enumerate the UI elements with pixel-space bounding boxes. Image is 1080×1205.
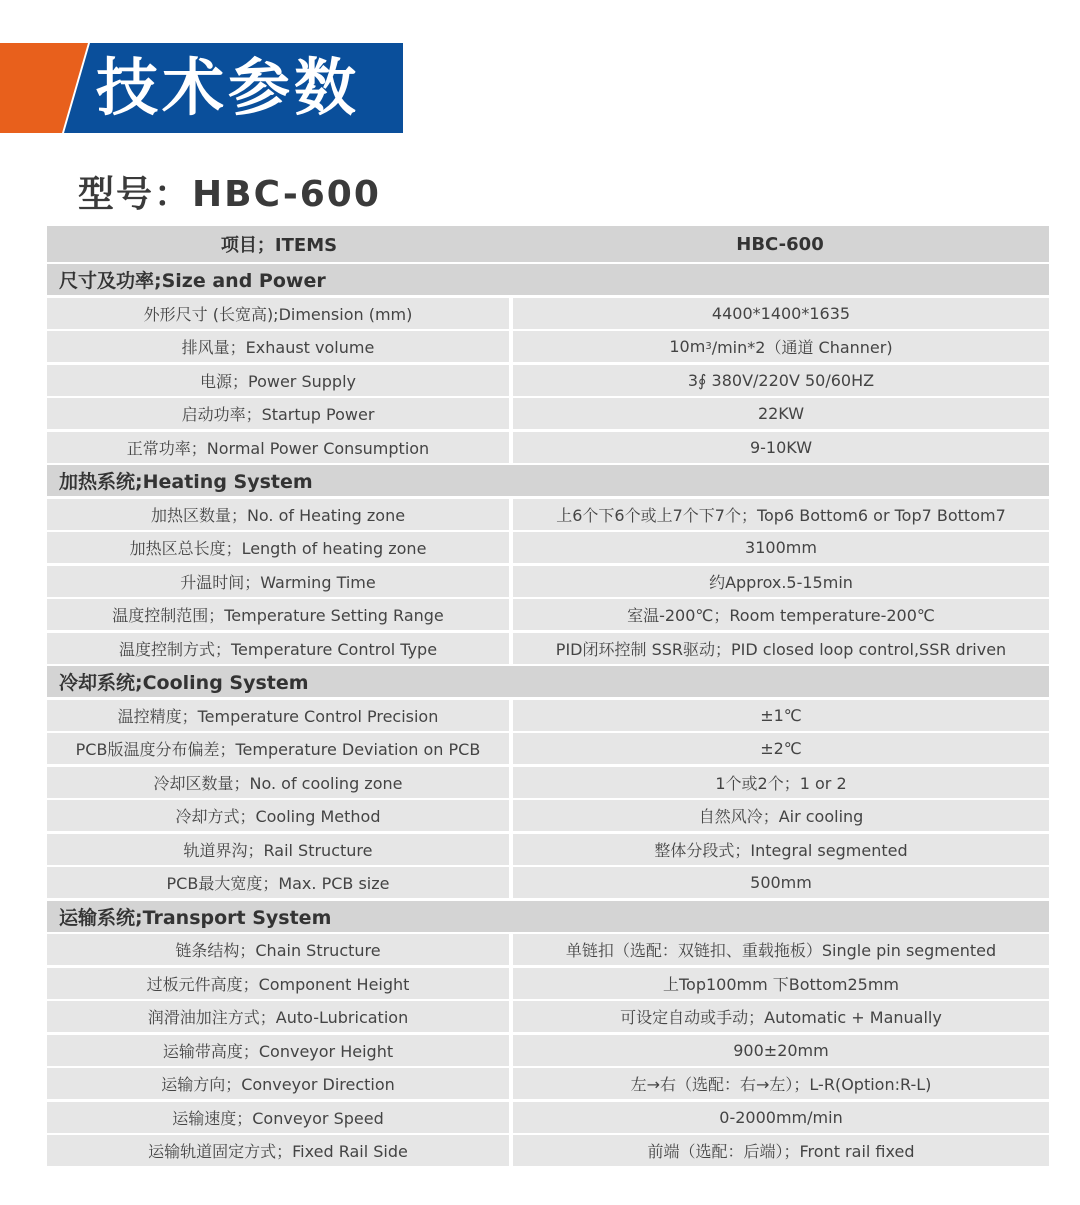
row-item: PCB最大宽度；Max. PCB size: [47, 867, 509, 898]
row-item: 正常功率；Normal Power Consumption: [47, 432, 509, 463]
spec-table: [47, 226, 1049, 1169]
row-value: 自然风冷；Air cooling: [513, 800, 1049, 831]
table-row: [47, 968, 1049, 999]
table-row: [47, 867, 1049, 898]
row-item: 温度控制方式；Temperature Control Type: [47, 633, 509, 664]
row-item: 润滑油加注方式；Auto-Lubrication: [47, 1001, 509, 1032]
row-value: 3∮ 380V/220V 50/60HZ: [513, 365, 1049, 396]
row-value: 上Top100mm 下Bottom25mm: [513, 968, 1049, 999]
row-value: 左→右（选配：右→左）；L-R(Option:R-L): [513, 1068, 1049, 1099]
header-model: HBC-600: [511, 226, 1049, 262]
table-row: [47, 331, 1049, 362]
row-value: 22KW: [513, 398, 1049, 429]
table-header: [47, 226, 1049, 262]
table-row: [47, 733, 1049, 764]
row-value: 0-2000mm/min: [513, 1102, 1049, 1133]
row-value: 500mm: [513, 867, 1049, 898]
table-row: [47, 398, 1049, 429]
table-row: [47, 934, 1049, 965]
table-row: [47, 1035, 1049, 1066]
table-row: [47, 800, 1049, 831]
section-transport-system: 运输系统;Transport System: [47, 901, 1049, 932]
model-title: 型号：HBC-600: [78, 174, 381, 215]
table-row: [47, 365, 1049, 396]
row-item: 电源；Power Supply: [47, 365, 509, 396]
row-item: 外形尺寸 (长宽高);Dimension (mm): [47, 298, 509, 329]
section-heating-system: 加热系统;Heating System: [47, 465, 1049, 496]
row-value: 900±20mm: [513, 1035, 1049, 1066]
value-pre: 10m: [669, 337, 706, 356]
table-row: [47, 566, 1049, 597]
row-value: 可设定自动或手动；Automatic + Manually: [513, 1001, 1049, 1032]
row-item: 运输带高度；Conveyor Height: [47, 1035, 509, 1066]
row-item: 过板元件高度；Component Height: [47, 968, 509, 999]
table-row: [47, 1068, 1049, 1099]
row-value: 4400*1400*1635: [513, 298, 1049, 329]
table-row: [47, 599, 1049, 630]
row-value: 9-10KW: [513, 432, 1049, 463]
row-item: 冷却区数量；No. of cooling zone: [47, 767, 509, 798]
banner-title: 技术参数: [96, 51, 361, 124]
row-item: 加热区总长度；Length of heating zone: [47, 532, 509, 563]
table-row: [47, 767, 1049, 798]
row-value: ±1℃: [513, 700, 1049, 731]
header-items: 项目；ITEMS: [47, 226, 511, 262]
table-row: [47, 633, 1049, 664]
row-value: 前端（选配：后端）；Front rail fixed: [513, 1135, 1049, 1166]
row-value: 3100mm: [513, 532, 1049, 563]
row-value: 1个或2个；1 or 2: [513, 767, 1049, 798]
row-item: 温控精度；Temperature Control Precision: [47, 700, 509, 731]
row-item: 运输轨道固定方式；Fixed Rail Side: [47, 1135, 509, 1166]
row-item: 排风量；Exhaust volume: [47, 331, 509, 362]
value-post: /min*2（通道 Channer): [711, 338, 893, 357]
row-item: 轨道界沟；Rail Structure: [47, 834, 509, 865]
table-row: [47, 532, 1049, 563]
table-row: [47, 1135, 1049, 1166]
section-cooling-system: 冷却系统;Cooling System: [47, 666, 1049, 697]
table-row: [47, 499, 1049, 530]
table-row: [47, 1102, 1049, 1133]
section-size-power: 尺寸及功率;Size and Power: [47, 264, 1049, 295]
row-value: 整体分段式；Integral segmented: [513, 834, 1049, 865]
title-banner: [0, 43, 403, 133]
row-value: 单链扣（选配：双链扣、重载拖板）Single pin segmented: [513, 934, 1049, 965]
row-item: 启动功率；Startup Power: [47, 398, 509, 429]
row-item: 运输速度；Conveyor Speed: [47, 1102, 509, 1133]
row-value: 10m 3 /min*2（通道 Channer): [513, 331, 1049, 362]
row-item: 运输方向；Conveyor Direction: [47, 1068, 509, 1099]
row-item: 冷却方式；Cooling Method: [47, 800, 509, 831]
row-value: 上6个下6个或上7个下7个；Top6 Bottom6 or Top7 Bottom7: [513, 499, 1049, 530]
row-value: 室温-200℃；Room temperature-200℃: [513, 599, 1049, 630]
row-value: ±2℃: [513, 733, 1049, 764]
table-row: [47, 834, 1049, 865]
row-value: 约Approx.5-15min: [513, 566, 1049, 597]
row-item: 加热区数量；No. of Heating zone: [47, 499, 509, 530]
row-item: PCB版温度分布偏差；Temperature Deviation on PCB: [47, 733, 509, 764]
table-row: [47, 1001, 1049, 1032]
row-item: 升温时间；Warming Time: [47, 566, 509, 597]
row-value: PID闭环控制 SSR驱动；PID closed loop control,SSR driven: [513, 633, 1049, 664]
row-item: 链条结构；Chain Structure: [47, 934, 509, 965]
table-row: [47, 298, 1049, 329]
table-row: [47, 432, 1049, 463]
table-row: [47, 700, 1049, 731]
row-item: 温度控制范围；Temperature Setting Range: [47, 599, 509, 630]
